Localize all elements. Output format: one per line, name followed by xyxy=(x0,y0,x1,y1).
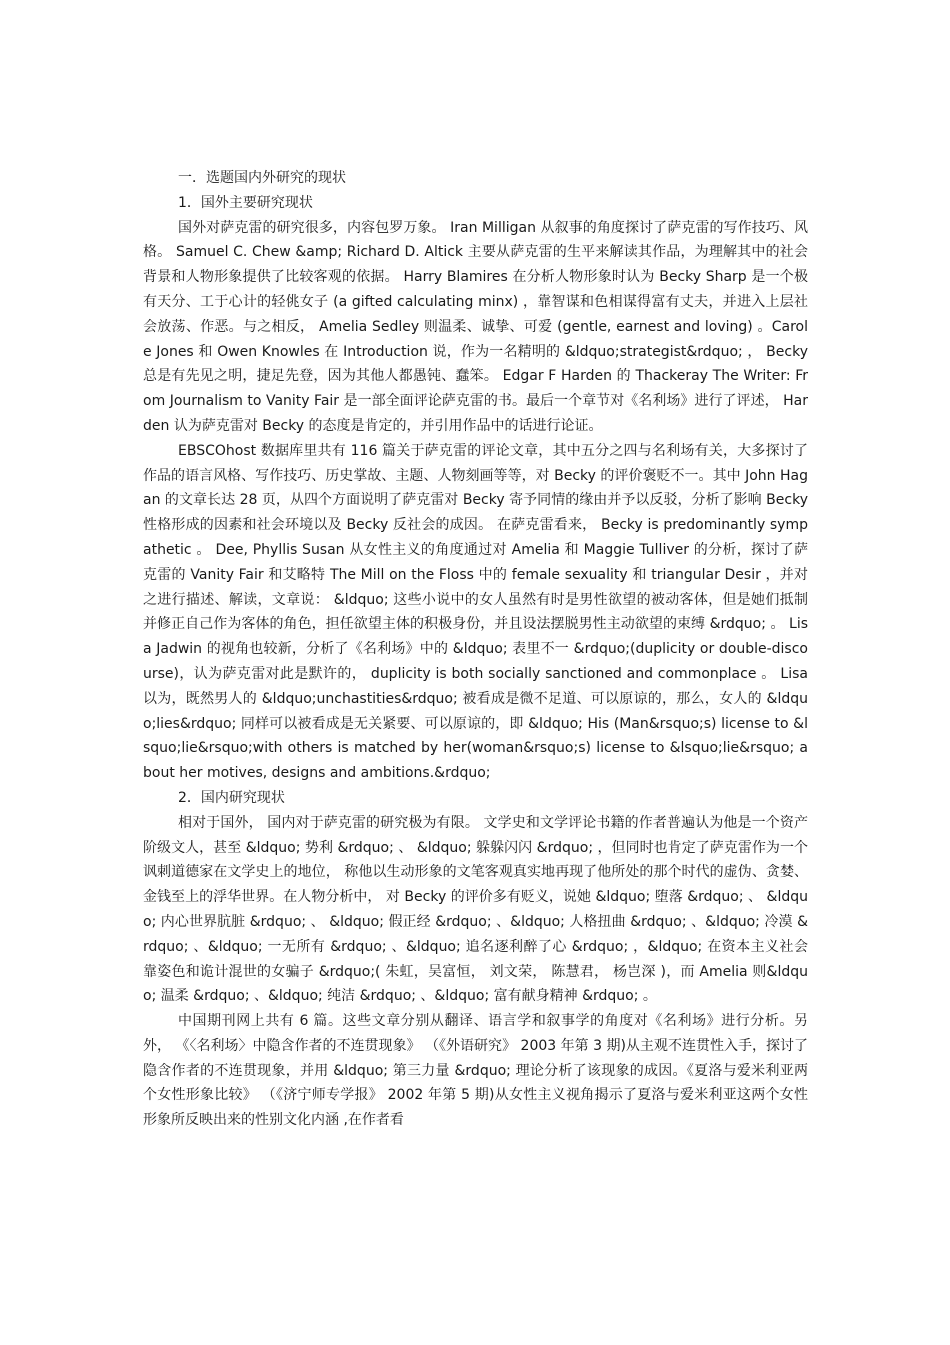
subsection-heading-domestic: 2．国内研究现状 xyxy=(178,789,285,806)
section-heading-main: 一．选题国内外研究的现状 xyxy=(178,170,346,186)
paragraph-foreign-2: EBSCOhost 数据库里共有 116 篇关于萨克雷的评论文章，其中五分之四与名利场有关，大多探讨了作品的语言风格、写作技巧、历史掌故、主题、人物刻画等等，对 Becky 的评价褒贬不一。其中 John Hagan 的文章长达 28 页，从四个方面说明了萨克雷对 Becky 寄予同情的缘由并予以反驳，分析了影响 Becky 性格形成的因素和社会环境以及 Becky 反社会的成因。 在萨克雷看来， Becky is predominantly sympathetic 。 Dee, Phyllis Susan 从女性主义的角度通过对 Amelia 和 Maggie Tulliver 的分析，探讨了萨克雷的 Vanity Fair 和艾略特 The Mill on the Floss 中的 female sexuality 和 triangular Desir ，并对之进行描述、解读，文章说： &ldquo; 这些小说中的女人虽然有时是男性欲望的被动客体，但是她们抵制并修正自己作为客体的角色，担任欲望主体的积极身份，并且设法摆脱男性主动欲望的束缚 &rdquo; 。 Lisa Jadwin 的视角也较新，分析了《名利场》中的 &ldquo; 表里不一 &rdquo;(duplicity or double-discourse)，认为萨克雷对此是默许的， duplicity is both socially sanctioned and commonplace 。 Lisa 以为，既然男人的 &ldquo;unchastities&rdquo; 被看成是微不足道、可以原谅的，那么，女人的 &ldquo;lies&rdquo; 同样可以被看成是无关紧要、可以原谅的，即 &ldquo; His (Man&rsquo;s) license to &lsquo;lie&rsquo;with others is matched by her(woman&rsquo;s) license to &lsquo;lie&rsquo; about her motives, designs and ambitions.&rdquo; xyxy=(143,442,808,782)
paragraph-domestic-2: 中国期刊网上共有 6 篇。这些文章分别从翻译、语言学和叙事学的角度对《名利场》进行分析。另外， 《〈名利场〉中隐含作者的不连贯现象》 （《外语研究》 2003 年第 3 期)从主观不连贯性入手，探讨了隐含作者的不连贯现象，并用 &ldquo; 第三力量 &rdquo; 理论分析了该现象的成因。《夏洛与爱米利亚两个女性形象比较》 （《济宁师专学报》 2002 年第 5 期)从女性主义视角揭示了夏洛与爱米利亚这两个女性形象所反映出来的性别文化内涵 ,在作者看 xyxy=(143,1013,808,1129)
document-body xyxy=(143,166,808,1133)
paragraph-foreign-1: 国外对萨克雷的研究很多，内容包罗万象。 Iran Milligan 从叙事的角度探讨了萨克雷的写作技巧、风格。 Samuel C. Chew &amp; Richard D. Altick 主要从萨克雷的生平来解读其作品，为理解其中的社会背景和人物形象提供了比较客观的依据。 Harry Blamires 在分析人物形象时认为 Becky Sharp 是一个极有天分、工于心计的轻佻女子 (a gifted calculating minx) ，靠智谋和色相谋得富有丈夫，并进入上层社会放荡、作恶。与之相反， Amelia Sedley 则温柔、诚挚、可爱 (gentle, earnest and loving) 。Carole Jones 和 Owen Knowles 在 Introduction 说，作为一名精明的 &ldquo;strategist&rdquo; ， Becky 总是有先见之明，捷足先登，因为其他人都愚钝、蠢笨。 Edgar F Harden 的 Thackeray The Writer: From Journalism to Vanity Fair 是一部全面评论萨克雷的书。最后一个章节对《名利场》进行了评述， Harden 认为萨克雷对 Becky 的态度是肯定的，并引用作品中的话进行论证。 xyxy=(143,219,808,434)
subsection-heading-foreign: 1．国外主要研究现状 xyxy=(178,194,313,211)
paragraph-domestic-1: 相对于国外， 国内对于萨克雷的研究极为有限。 文学史和文学评论书籍的作者普遍认为他是一个资产阶级文人，甚至 &ldquo; 势利 &rdquo; 、 &ldquo; 躲躲闪闪 &rdquo; ，但同时也肯定了萨克雷作为一个讽刺道德家在文学史上的地位， 称他以生动形象的文笔客观真实地再现了他所处的那个时代的虚伪、贪婪、金钱至上的浮华世界。在人物分析中， 对 Becky 的评价多有贬义，说她 &ldquo; 堕落 &rdquo; 、 &ldquo; 内心世界肮脏 &rdquo; 、 &ldquo; 假正经 &rdquo; 、&ldquo; 人格扭曲 &rdquo; 、&ldquo; 冷漠 &rdquo; 、&ldquo; 一无所有 &rdquo; 、&ldquo; 追名逐利醉了心 &rdquo; ，&ldquo; 在资本主义社会靠姿色和诡计混世的女骗子 &rdquo;( 朱虹，吴富恒， 刘文荣， 陈慧君， 杨岂深 )，而 Amelia 则&ldquo; 温柔 &rdquo; 、&ldquo; 纯洁 &rdquo; 、&ldquo; 富有献身精神 &rdquo; 。 xyxy=(143,814,808,1005)
